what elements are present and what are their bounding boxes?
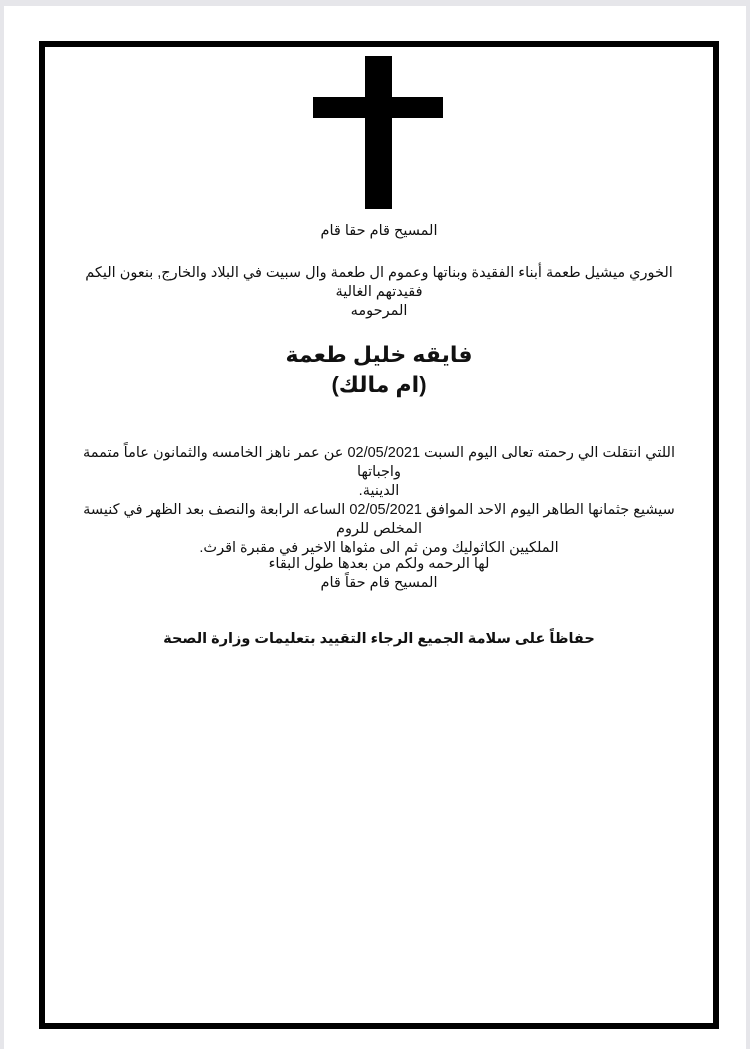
funeral-details [65,444,693,558]
family-announcement-line-1: الخوري ميشيل طعمة أبناء الفقيدة وبناتها وعموم ال طعمة وال سبيت في البلاد والخارج, بنعون اليكم فقيدتهم الغالية [85,265,673,300]
body-line-1: اللتي انتقلت الي رحمته تعالى اليوم السبت 02/05/2021 عن عمر ناهز الخامسه والثمانون عاماً متممة واجباتها [82,445,676,480]
health-notice: حفاظاً على سلامة الجميع الرجاء التقييد بتعليمات وزارة الصحة [163,631,595,647]
family-announcement [65,264,693,321]
closing-block [65,555,693,593]
closing-line-2: المسيح قام حقاً قام [320,575,438,591]
cross-vertical-bar [365,56,392,209]
body-line-4: الملكيين الكاثوليك ومن ثم الى مثواها الاخير في مقبرة اقرث. [199,540,559,556]
family-announcement-line-2: المرحومه [350,303,408,319]
cross-horizontal-bar [313,97,443,118]
greeting-text: المسيح قام حقا قام [320,223,438,239]
document-page [4,6,746,1049]
deceased-name: فايقه خليل طعمة [285,342,473,367]
deceased-name-block [65,340,693,400]
black-border-frame [39,41,719,1029]
body-line-2: الدينية. [358,483,400,499]
deceased-nickname: (ام مالك) [331,372,427,397]
closing-line-1: لها الرحمه ولكم من بعدها طول البقاء [268,556,490,572]
body-line-3: سيشيع جثمانها الطاهر اليوم الاحد الموافق 02/05/2021 الساعه الرابعة والنصف بعد الظهر في كنيسة المخلص للروم [83,502,675,537]
